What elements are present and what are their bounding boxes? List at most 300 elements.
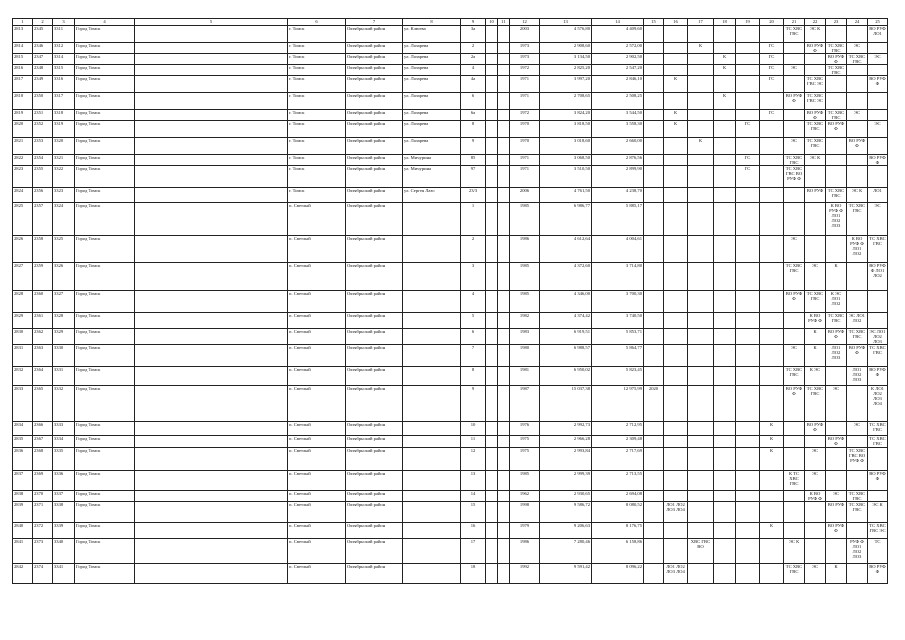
table-cell-col-3: 3322 [53, 166, 75, 188]
table-cell-col-20 [760, 93, 784, 110]
table-row [13, 491, 888, 502]
table-cell-col-22: ЭС К [805, 155, 826, 166]
table-cell-col-20: К [760, 448, 784, 471]
column-number-19: 19 [736, 19, 760, 26]
table-cell-col-23: ВО РУФ [826, 502, 847, 523]
table-cell-col-7: Октябрьский район [346, 448, 403, 471]
table-cell-col-4: Город Томск [75, 291, 135, 313]
table-cell-col-12: 1982 [510, 313, 540, 329]
table-cell-col-14: 5 885,17 [592, 203, 644, 236]
table-row [13, 26, 888, 43]
table-cell-col-8 [403, 367, 461, 386]
table-cell-col-7: Октябрьский район [346, 329, 403, 345]
table-cell-col-12: 2003 [510, 26, 540, 43]
table-cell-col-22 [805, 65, 826, 76]
table-cell-col-18 [714, 422, 736, 436]
table-cell-col-21: ТС ХВС ГВС [784, 367, 805, 386]
table-cell-col-22: ВО РУФ Ф [805, 110, 826, 121]
table-cell-col-5 [135, 329, 288, 345]
table-cell-col-23: К [826, 263, 847, 291]
table-cell-col-11 [498, 502, 510, 523]
table-cell-col-13: 3 018,60 [540, 138, 592, 155]
table-cell-col-5 [135, 263, 288, 291]
table-cell-col-5 [135, 448, 288, 471]
table-cell-col-9: 1 [461, 203, 486, 236]
table-cell-col-10 [486, 43, 498, 54]
table-cell-col-3: 3326 [53, 263, 75, 291]
table-cell-col-3: 3318 [53, 110, 75, 121]
table-cell-col-4: Город Томск [75, 110, 135, 121]
table-cell-col-18: К [714, 93, 736, 110]
table-cell-col-2: 2357 [33, 203, 53, 236]
table-cell-col-14: 2 902,50 [592, 54, 644, 65]
table-cell-col-8: ул. Лазарева [403, 54, 461, 65]
table-cell-col-6: п. Светлый [288, 502, 346, 523]
table-cell-col-24: ЭС [847, 43, 868, 54]
table-cell-col-16 [664, 236, 688, 263]
table-row [13, 65, 888, 76]
table-cell-col-4: Город Томск [75, 539, 135, 564]
table-cell-col-1: 2816 [13, 65, 33, 76]
table-cell-col-22: ЭС [805, 448, 826, 471]
table-cell-col-14: 5 823,45 [592, 367, 644, 386]
table-cell-col-22: К [805, 329, 826, 345]
table-cell-col-17 [688, 166, 714, 188]
table-cell-col-22: ТС ХВС ГВС ЭС [805, 93, 826, 110]
table-cell-col-16 [664, 313, 688, 329]
table-cell-col-11 [498, 188, 510, 203]
table-cell-col-22 [805, 203, 826, 236]
table-cell-col-25: ВО РУФ Ф [868, 367, 888, 386]
table-cell-col-6: г. Томск [288, 26, 346, 43]
table-cell-col-16 [664, 471, 688, 491]
table-cell-col-19 [736, 188, 760, 203]
table-cell-col-8: ул. Мичурина [403, 166, 461, 188]
table-cell-col-4: Город Томск [75, 155, 135, 166]
table-cell-col-13: 3 818,50 [540, 121, 592, 138]
table-cell-col-16 [664, 54, 688, 65]
table-cell-col-20: ГС [760, 76, 784, 93]
table-cell-col-12: 1976 [510, 422, 540, 436]
table-cell-col-9: 5 [461, 313, 486, 329]
table-cell-col-5 [135, 313, 288, 329]
table-cell-col-15 [644, 76, 664, 93]
table-row [13, 236, 888, 263]
table-cell-col-21: ТС ХВС ГВС [784, 26, 805, 43]
table-cell-col-3: 3335 [53, 448, 75, 471]
table-cell-col-23 [826, 471, 847, 491]
table-cell-col-23 [826, 448, 847, 471]
table-cell-col-17 [688, 263, 714, 291]
table-cell-col-15 [644, 121, 664, 138]
table-cell-col-25: ТС ХВС ГВС [868, 236, 888, 263]
table-cell-col-19: ГС [736, 166, 760, 188]
table-cell-col-8 [403, 345, 461, 367]
table-cell-col-8 [403, 448, 461, 471]
table-cell-col-3: 3320 [53, 138, 75, 155]
table-cell-col-19 [736, 236, 760, 263]
table-cell-col-1: 2813 [13, 26, 33, 43]
table-cell-col-17 [688, 471, 714, 491]
table-cell-col-24: ВО РУФ Ф [847, 345, 868, 367]
table-cell-col-7: Октябрьский район [346, 203, 403, 236]
table-cell-col-18 [714, 436, 736, 448]
column-number-16: 16 [664, 19, 688, 26]
table-cell-col-13: 4 612,64 [540, 236, 592, 263]
table-cell-col-19 [736, 329, 760, 345]
table-cell-col-20 [760, 471, 784, 491]
table-cell-col-23: ВО РУФ Ф [826, 54, 847, 65]
table-cell-col-17 [688, 121, 714, 138]
table-cell-col-23: ТС ХВС ГВС [826, 313, 847, 329]
table-cell-col-7: Октябрьский район [346, 110, 403, 121]
column-number-18: 18 [714, 19, 736, 26]
table-cell-col-9: 12 [461, 448, 486, 471]
column-number-9: 9 [461, 19, 486, 26]
table-cell-col-7: Октябрьский район [346, 471, 403, 491]
table-cell-col-3: 3328 [53, 313, 75, 329]
table-cell-col-15 [644, 367, 664, 386]
table-cell-col-22: ТС ХВС ГВС [805, 138, 826, 155]
table-cell-col-25: ТС ХВС ГВС [868, 345, 888, 367]
table-cell-col-19 [736, 386, 760, 422]
table-cell-col-7: Октябрьский район [346, 76, 403, 93]
table-cell-col-3: 3315 [53, 65, 75, 76]
table-cell-col-8: ул. Лазарева [403, 110, 461, 121]
table-cell-col-8 [403, 471, 461, 491]
table-cell-col-5 [135, 539, 288, 564]
table-cell-col-12: 1986 [510, 236, 540, 263]
table-cell-col-25: ТС ХВС ГВС [869, 436, 886, 446]
table-cell-col-6: п. Светлый [288, 448, 346, 471]
table-cell-col-16 [664, 491, 688, 502]
table-cell-col-17 [688, 65, 714, 76]
table-cell-col-21: ВО РУФ Ф [784, 93, 805, 110]
table-cell-col-4: Город Томск [75, 65, 135, 76]
table-cell-col-4: Город Томск [75, 422, 135, 436]
table-cell-col-24 [847, 166, 868, 188]
table-cell-col-16 [664, 291, 688, 313]
table-cell-col-20: ГС [760, 43, 784, 54]
table-cell-col-2: 2347 [33, 54, 53, 65]
table-cell-col-20: К [760, 422, 784, 436]
table-cell-col-5 [135, 188, 288, 203]
table-row [13, 539, 888, 564]
table-cell-col-20 [760, 539, 784, 564]
table-cell-col-14: 2 712,95 [592, 422, 644, 436]
table-cell-col-8: ул. Мичурина [403, 155, 461, 166]
table-cell-col-17 [688, 345, 714, 367]
table-cell-col-20 [760, 138, 784, 155]
table-cell-col-24 [847, 523, 868, 539]
table-cell-col-7: Октябрьский район [346, 26, 403, 43]
table-cell-col-18 [714, 523, 736, 539]
column-number-11: 11 [498, 19, 510, 26]
table-cell-col-24 [847, 564, 868, 584]
table-cell-col-8 [403, 502, 461, 523]
table-cell-col-11 [498, 422, 510, 436]
table-cell-col-17 [688, 54, 714, 65]
column-number-10: 10 [486, 19, 498, 26]
table-cell-col-13: 4 346,00 [540, 291, 592, 313]
table-cell-col-2: 2363 [33, 345, 53, 367]
table-cell-col-12: 1992 [510, 564, 540, 584]
table-cell-col-24: ЭС ЛО1 ЛО2 [847, 313, 868, 329]
table-cell-col-2: 2364 [33, 367, 53, 386]
table-cell-col-8 [403, 523, 461, 539]
table-cell-col-5 [135, 491, 288, 502]
table-cell-col-10 [486, 564, 498, 584]
table-cell-col-14: 2 508,25 [592, 93, 644, 110]
table-cell-col-1: 2831 [13, 345, 33, 367]
table-cell-col-3: 3314 [53, 54, 75, 65]
table-cell-col-17 [688, 386, 714, 422]
table-cell-col-7: Октябрьский район [346, 65, 403, 76]
table-cell-col-7: Октябрьский район [346, 43, 403, 54]
table-cell-col-20 [760, 329, 784, 345]
table-cell-col-16 [664, 386, 688, 422]
table-cell-col-25: ЭС ЛО1 ЛО2 ЛО3 [868, 329, 888, 345]
table-cell-col-21: ТС ХВС ГВС ВО РУФ Ф [784, 166, 805, 188]
table-cell-col-9: 13 [461, 471, 486, 491]
table-cell-col-8 [403, 329, 461, 345]
table-cell-col-13: 2 930,65 [540, 491, 592, 502]
table-cell-col-19 [736, 436, 760, 448]
table-cell-col-18 [714, 43, 736, 54]
table-cell-col-6: п. Светлый [288, 236, 346, 263]
table-cell-col-15 [644, 291, 664, 313]
table-cell-col-7: Октябрьский район [346, 436, 403, 448]
table-cell-col-17 [688, 76, 714, 93]
table-cell-col-4: Город Томск [75, 523, 135, 539]
table-cell-col-10 [486, 54, 498, 65]
table-cell-col-3: 3336 [53, 471, 75, 491]
table-cell-col-11 [498, 291, 510, 313]
table-cell-col-7: Октябрьский район [346, 188, 403, 203]
table-cell-col-9: 14 [461, 491, 486, 502]
table-cell-col-21: ЭС К [784, 539, 805, 564]
table-cell-col-22 [805, 523, 826, 539]
table-cell-col-25 [868, 93, 888, 110]
table-cell-col-12: 1998 [510, 502, 540, 523]
column-number-24: 24 [847, 19, 868, 26]
table-cell-col-12: 1987 [510, 386, 540, 422]
table-cell-col-13: 2 966,28 [540, 436, 592, 448]
table-cell-col-18 [714, 121, 736, 138]
table-cell-col-21 [784, 313, 805, 329]
table-cell-col-6: п. Светлый [288, 329, 346, 345]
table-cell-col-18 [714, 564, 736, 584]
table-cell-col-22: ТС ХВС ГВС [805, 291, 826, 313]
table-cell-col-19: ГС [736, 121, 760, 138]
table-cell-col-18 [714, 386, 736, 422]
table-cell-col-23 [826, 26, 847, 43]
table-cell-col-1: 2835 [13, 436, 33, 448]
table-cell-col-12: 1971 [510, 76, 540, 93]
table-cell-col-25: ВО РУФ Ф [868, 76, 888, 93]
table-cell-col-11 [498, 65, 510, 76]
table-cell-col-23: ВО РУФ Ф [826, 329, 847, 345]
table-cell-col-9: 10 [461, 422, 486, 436]
table-cell-col-13: 4 374,42 [540, 313, 592, 329]
table-cell-col-21: ВО РУФ Ф [784, 386, 805, 422]
table-cell-col-10 [486, 448, 498, 471]
table-cell-col-23 [826, 93, 847, 110]
table-cell-col-10 [486, 138, 498, 155]
table-cell-col-5 [135, 422, 288, 436]
table-cell-col-8 [403, 236, 461, 263]
column-number-21: 21 [784, 19, 805, 26]
table-cell-col-15 [644, 564, 664, 584]
table-cell-col-8: ул. Сергея Лазо [403, 188, 461, 203]
table-cell-col-10 [486, 329, 498, 345]
table-cell-col-10 [486, 345, 498, 367]
table-row [13, 422, 888, 436]
table-cell-col-2: 2373 [33, 539, 53, 564]
table-cell-col-19 [736, 523, 760, 539]
table-cell-col-2: 2351 [33, 110, 53, 121]
table-cell-col-3: 3323 [53, 188, 75, 203]
table-cell-col-14: 2 547,20 [592, 65, 644, 76]
table-cell-col-17 [688, 502, 714, 523]
table-cell-col-11 [498, 155, 510, 166]
table-cell-col-2: 2348 [33, 65, 53, 76]
table-cell-col-16 [664, 448, 688, 471]
table-cell-col-9: 3а [461, 26, 486, 43]
table-cell-col-18 [714, 313, 736, 329]
table-cell-col-15 [644, 26, 664, 43]
table-cell-col-4: Город Томск [75, 188, 135, 203]
table-cell-col-17 [688, 367, 714, 386]
table-cell-col-15 [644, 502, 664, 523]
table-cell-col-11 [498, 110, 510, 121]
table-cell-col-16 [664, 188, 688, 203]
table-cell-col-24 [847, 263, 868, 291]
table-cell-col-8 [403, 291, 461, 313]
table-cell-col-12: 1970 [510, 138, 540, 155]
table-cell-col-21 [784, 329, 805, 345]
column-number-12: 12 [510, 19, 540, 26]
table-cell-col-12: 1985 [510, 263, 540, 291]
table-cell-col-8: ул. Лазарева [403, 138, 461, 155]
table-cell-col-4: Город Томск [75, 329, 135, 345]
table-cell-col-21: ЭС [784, 345, 805, 367]
table-cell-col-5 [135, 110, 288, 121]
table-cell-col-5 [135, 502, 288, 523]
table-cell-col-20 [760, 263, 784, 291]
table-cell-col-5 [135, 43, 288, 54]
table-body [13, 26, 888, 584]
table-cell-col-4: Город Томск [75, 203, 135, 236]
table-cell-col-1: 2841 [13, 539, 33, 564]
table-cell-col-24 [847, 26, 868, 43]
table-cell-col-8 [403, 491, 461, 502]
table-cell-col-2: 2354 [33, 155, 53, 166]
table-cell-col-10 [486, 523, 498, 539]
table-cell-col-4: Город Томск [75, 491, 135, 502]
table-cell-col-14: 2 876,56 [592, 155, 644, 166]
table-cell-col-1: 2815 [13, 54, 33, 65]
table-cell-col-19 [736, 291, 760, 313]
table-cell-col-19 [736, 76, 760, 93]
table-cell-col-2: 2366 [33, 422, 53, 436]
table-cell-col-10 [486, 367, 498, 386]
table-cell-col-16 [664, 329, 688, 345]
table-cell-col-5 [135, 155, 288, 166]
table-cell-col-21 [784, 76, 805, 93]
table-cell-col-2: 2370 [33, 491, 53, 502]
table-cell-col-23 [826, 422, 847, 436]
table-cell-col-19 [736, 539, 760, 564]
table-cell-col-5 [135, 236, 288, 263]
table-cell-col-6: г. Томск [288, 76, 346, 93]
table-cell-col-21: ВО РУФ Ф [784, 291, 805, 313]
table-cell-col-13: 9 586,72 [540, 502, 592, 523]
table-cell-col-25 [868, 166, 888, 188]
table-cell-col-21 [784, 491, 805, 502]
table-cell-col-3: 3317 [53, 93, 75, 110]
table-cell-col-11 [498, 539, 510, 564]
table-cell-col-15 [644, 491, 664, 502]
table-cell-col-4: Город Томск [75, 263, 135, 291]
table-cell-col-25: ВО РУФ Ф [868, 564, 888, 584]
table-cell-col-9: 97 [461, 166, 486, 188]
table-cell-col-4: Город Томск [75, 43, 135, 54]
table-cell-col-15 [644, 93, 664, 110]
table-row [13, 523, 888, 539]
table-cell-col-6: п. Светлый [288, 313, 346, 329]
table-cell-col-9: 6а [461, 110, 486, 121]
table-cell-col-6: г. Томск [288, 93, 346, 110]
table-cell-col-17 [688, 564, 714, 584]
table-cell-col-4: Город Томск [75, 502, 135, 523]
table-cell-col-25: ВО РУФ ЛО1 [868, 26, 888, 43]
table-cell-col-3: 3312 [53, 43, 75, 54]
table-cell-col-13: 4 761,50 [540, 188, 592, 203]
table-cell-col-16 [664, 436, 688, 448]
table-cell-col-10 [486, 263, 498, 291]
table-cell-col-6: п. Светлый [288, 436, 346, 448]
table-cell-col-20: ГС [760, 54, 784, 65]
table-cell-col-11 [498, 523, 510, 539]
column-number-15: 15 [644, 19, 664, 26]
table-cell-col-17 [688, 523, 714, 539]
table-cell-col-23: ТС ХВС ГВС [826, 110, 847, 121]
table-cell-col-6: п. Светлый [288, 471, 346, 491]
table-cell-col-14: 2 572,00 [592, 43, 644, 54]
table-cell-col-19 [736, 564, 760, 584]
table-cell-col-15 [644, 422, 664, 436]
table-cell-col-24: ЭС [847, 422, 868, 436]
table-cell-col-1: 2829 [13, 313, 33, 329]
table-cell-col-19 [736, 65, 760, 76]
table-cell-col-8 [403, 564, 461, 584]
table-cell-col-25 [868, 448, 888, 471]
table-cell-col-16 [664, 166, 688, 188]
table-cell-col-17 [688, 422, 714, 436]
table-cell-col-23: ЭС [826, 491, 847, 502]
table-row [13, 166, 888, 188]
table-cell-col-23 [826, 539, 847, 564]
table-cell-col-12: 1971 [510, 166, 540, 188]
table-cell-col-23: К ЭС ЛО1 ЛО2 [826, 291, 847, 313]
table-cell-col-6: г. Томск [288, 166, 346, 188]
table-cell-col-19 [736, 422, 760, 436]
table-cell-col-5 [135, 203, 288, 236]
table-cell-col-19 [736, 471, 760, 491]
table-cell-col-13: 6 986,77 [540, 203, 592, 236]
table-cell-col-19 [736, 110, 760, 121]
